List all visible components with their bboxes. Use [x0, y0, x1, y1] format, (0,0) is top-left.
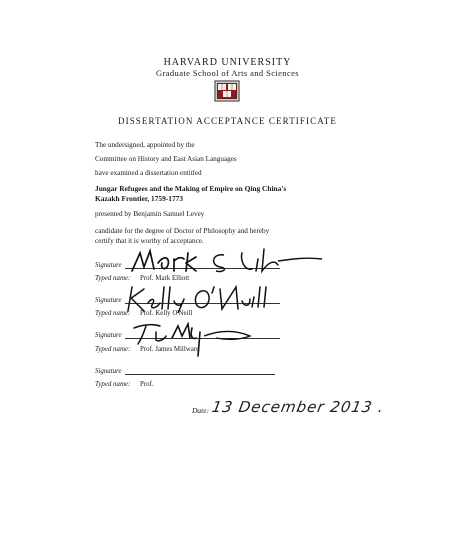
typed-name-3: Prof. James Millward: [140, 346, 200, 353]
typed-name-label-1: Typed name:: [95, 275, 131, 282]
thesis-title-line-2: Kazakh Frontier, 1759-1773: [95, 194, 184, 203]
signature-label-1: Signature: [95, 262, 122, 269]
signature-line-4: [125, 374, 275, 375]
typed-name-label-4: Typed name:: [95, 381, 131, 388]
handwritten-signature-2: [126, 283, 306, 313]
signature-label-3: Signature: [95, 332, 122, 339]
presented-by-line: presented by Benjamin Samuel Levey: [95, 210, 205, 218]
signature-label-4: Signature: [95, 368, 122, 375]
school-name: Graduate School of Arts and Sciences: [155, 68, 300, 78]
handwritten-date: 13 December 2013 .: [210, 398, 386, 416]
committee-line: Committee on History and East Asian Languages: [95, 155, 237, 163]
harvard-shield-logo: [214, 80, 240, 102]
typed-name-1: Prof. Mark Elliott: [140, 275, 190, 282]
intro-line-1: The undersigned, appointed by the: [95, 141, 195, 149]
candidate-line-2: certify that it is worthy of acceptance.: [95, 237, 204, 245]
certificate-title: DISSERTATION ACCEPTANCE CERTIFICATE: [118, 116, 337, 126]
signature-label-2: Signature: [95, 297, 122, 304]
typed-name-label-3: Typed name:: [95, 346, 131, 353]
handwritten-signature-1: [128, 245, 328, 277]
intro-line-3: have examined a dissertation entitled: [95, 169, 202, 177]
typed-name-label-2: Typed name:: [95, 310, 131, 317]
candidate-line-1: candidate for the degree of Doctor of Philosophy and hereby: [95, 227, 270, 235]
date-label: Date:: [192, 406, 210, 415]
typed-name-4: Prof.: [140, 381, 154, 388]
typed-name-2: Prof. Kelly O'Neill: [140, 310, 193, 317]
thesis-title-line-1: Jungar Refugees and the Making of Empire on Qing China's: [95, 184, 287, 193]
university-name: HARVARD UNIVERSITY: [163, 57, 292, 68]
